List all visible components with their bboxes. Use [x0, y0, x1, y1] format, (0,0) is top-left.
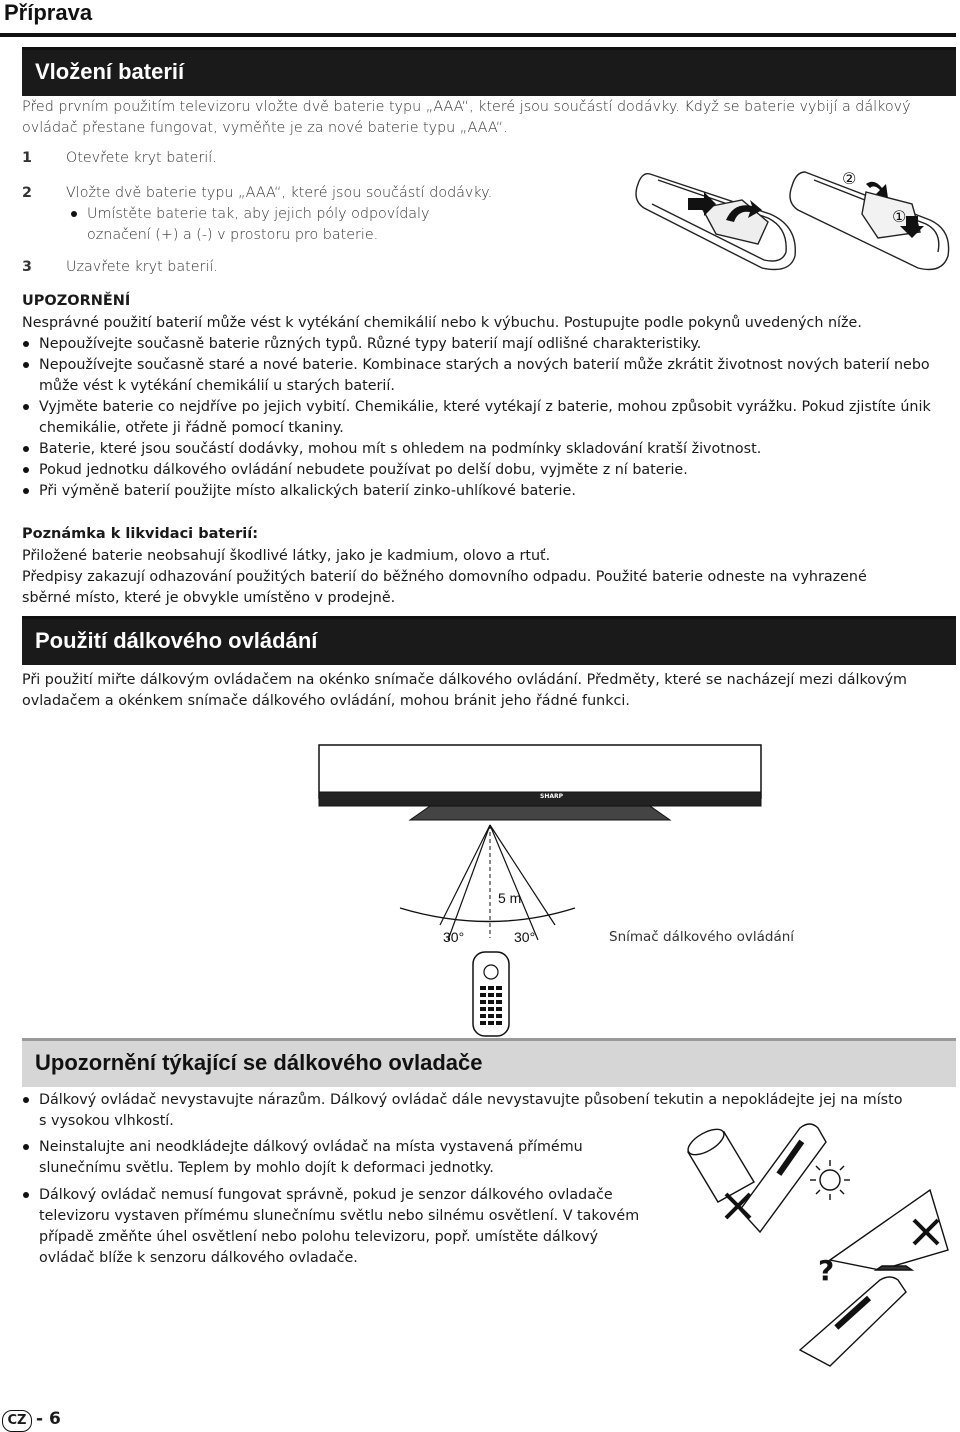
bullet-line: Neinstalujte ani neodkládejte dálkový ovládač na místa vystavená přímému: [39, 1139, 583, 1155]
battery-intro-line: ovládač přestane fungovat, vyměňte je za nové baterie typu „AAA“.: [22, 120, 508, 136]
distance-label: 5 m: [498, 890, 522, 906]
bullet-line: ovládač blíže k senzoru dálkového ovladače.: [39, 1250, 358, 1266]
step-2-bullet: [70, 204, 470, 246]
bullet-line: Nepoužívejte současně staré a nové baterie. Kombinace starých a nových baterií může zkrátit životnost nových baterií nebo: [39, 357, 930, 373]
caution-intro: Nesprávné použití baterií může vést k vytékání chemikálií nebo k výbuchu. Postupujte podle pokynů uvedených níže.: [22, 315, 862, 331]
header-rule: [0, 33, 956, 37]
language-badge: CZ: [2, 1410, 32, 1432]
bullet-line: označení (+) a (-) v prostoru pro baterie.: [87, 227, 379, 243]
remote-use-line: ovladačem a okénkem snímače dálkového ovládání, mohou bránit jeho řádné funkci.: [22, 693, 630, 709]
battery-insertion-diagram: [630, 160, 960, 280]
bullet-line: Umístěte baterie tak, aby jejich póly odpovídaly: [87, 206, 430, 222]
bullet-line: Baterie, které jsou součástí dodávky, mohou mít s ohledem na podmínky skladování kratší životnost.: [39, 441, 762, 457]
caution-heading: UPOZORNĚNÍ: [22, 293, 131, 309]
section-bar-remote-use: [22, 616, 956, 665]
bullet-line: Dálkový ovládač nemusí fungovat správně, pokud je senzor dálkového ovladače: [39, 1187, 613, 1203]
section-bar-battery: [22, 47, 956, 96]
diagram-step-label: ②: [842, 169, 857, 188]
bullet-line: Při výměně baterií použijte místo alkalických baterií zinko-uhlíkové baterie.: [39, 483, 576, 499]
disposal-text: [22, 546, 867, 609]
bullet-line: chemikálie, otřete ji řádně pomocí tkaniny.: [39, 420, 344, 436]
step-text: Vložte dvě baterie typu „AAA“, které jsou součástí dodávky.: [66, 185, 493, 201]
remote-icon-wet: [740, 1124, 826, 1232]
bullet-line: slunečnímu světlu. Teplem by mohlo dojít k deformaci jednotky.: [39, 1160, 494, 1176]
caution-bullet: [22, 355, 956, 397]
tv-brand-logo: SHARP: [540, 793, 564, 800]
bullet-line: může vést k vytékání chemikálií u starých baterií.: [39, 378, 395, 394]
angle-left-label: 30°: [443, 929, 465, 945]
disposal-heading: Poznámka k likvidaci baterií:: [22, 526, 259, 542]
caution-bullet: [22, 481, 956, 502]
step-number: 2: [22, 185, 32, 201]
battery-intro: [22, 97, 911, 139]
remote-use-text: [22, 670, 907, 712]
disposal-line: Předpisy zakazují odhazování použitých baterií do běžného domovního odpadu. Použité baterie odneste na vyhrazené: [22, 569, 867, 585]
caution-bullet: [22, 397, 956, 439]
section-title-battery: Vložení baterií: [35, 59, 185, 84]
bullet-line: případě změňte úhel osvětlení nebo polohu televizoru, popř. umístěte dálkový: [39, 1229, 599, 1245]
disposal-line: Přiložené baterie neobsahují škodlivé látky, jako je kadmium, olovo a rtuť.: [22, 548, 551, 564]
tv-stand: [410, 806, 670, 820]
bullet-line: televizoru vystaven přímému slunečnímu světlu nebo silnému osvětlení. V takovém: [39, 1208, 640, 1224]
sensor-label: Snímač dálkového ovládání: [609, 929, 795, 945]
caution-bullet: [22, 334, 956, 355]
remote-icon-far: [800, 1277, 906, 1366]
question-icon: ?: [818, 1254, 835, 1287]
page-title: Příprava: [4, 0, 93, 25]
diagram-step-label: ①: [892, 207, 907, 226]
bullet-line: Nepoužívejte současně baterie různých typů. Různé typy baterií mají odlišné charakteristiky.: [39, 336, 702, 352]
page-number: - 6: [36, 1409, 61, 1429]
remote-control-icon: [473, 952, 509, 1036]
bullet-line: Vyjměte baterie co nejdříve po jejich vybití. Chemikálie, které vytékají z baterie, mohou způsobit vyrážku. Pokud zjistíte únik: [39, 399, 931, 415]
section-title-remote-caution: Upozornění týkající se dálkového ovladače: [35, 1050, 483, 1075]
remote-use-line: Při použití miřte dálkovým ovládačem na okénko snímače dálkového ovládání. Předměty, které se nacházejí mezi dálkovým: [22, 672, 907, 688]
bullet-line: Dálkový ovládač nevystavujte nárazům. Dálkový ovládač dále nevystavujte působení tekutin a nepokládejte jej na místo: [39, 1092, 903, 1108]
step-text: Uzavřete kryt baterií.: [66, 259, 218, 275]
step-3: [22, 257, 218, 278]
step-1: [22, 148, 217, 169]
caution-bullet: [22, 439, 956, 460]
step-number: 3: [22, 259, 32, 275]
remote-caution-bullet: [22, 1137, 672, 1179]
section-title-remote-use: Použití dálkového ovládání: [35, 628, 318, 653]
remote-caution-illustration: [680, 1120, 960, 1380]
battery-intro-line: Před prvním použitím televizoru vložte dvě baterie typu „AAA“, které jsou součástí dodávky. Když se baterie vybijí a dálkový: [22, 99, 911, 115]
remote-caution-bullet: [22, 1185, 672, 1269]
section-bar-remote-caution: [22, 1038, 956, 1087]
bullet-line: Pokud jednotku dálkového ovládání nebudete používat po delší dobu, vyjměte z ní baterie.: [39, 462, 688, 478]
disposal-line: sběrné místo, které je obvykle umístěno v prodejně.: [22, 590, 396, 606]
bullet-line: s vysokou vlhkostí.: [39, 1113, 174, 1129]
step-number: 1: [22, 150, 32, 166]
step-2: [22, 183, 492, 204]
caution-bullet: [22, 460, 956, 481]
step-text: Otevřete kryt baterií.: [66, 150, 217, 166]
sun-icon: [810, 1160, 850, 1200]
tv-screen: [319, 745, 761, 798]
angle-right-label: 30°: [514, 929, 536, 945]
remote-range-diagram: [300, 740, 820, 1040]
